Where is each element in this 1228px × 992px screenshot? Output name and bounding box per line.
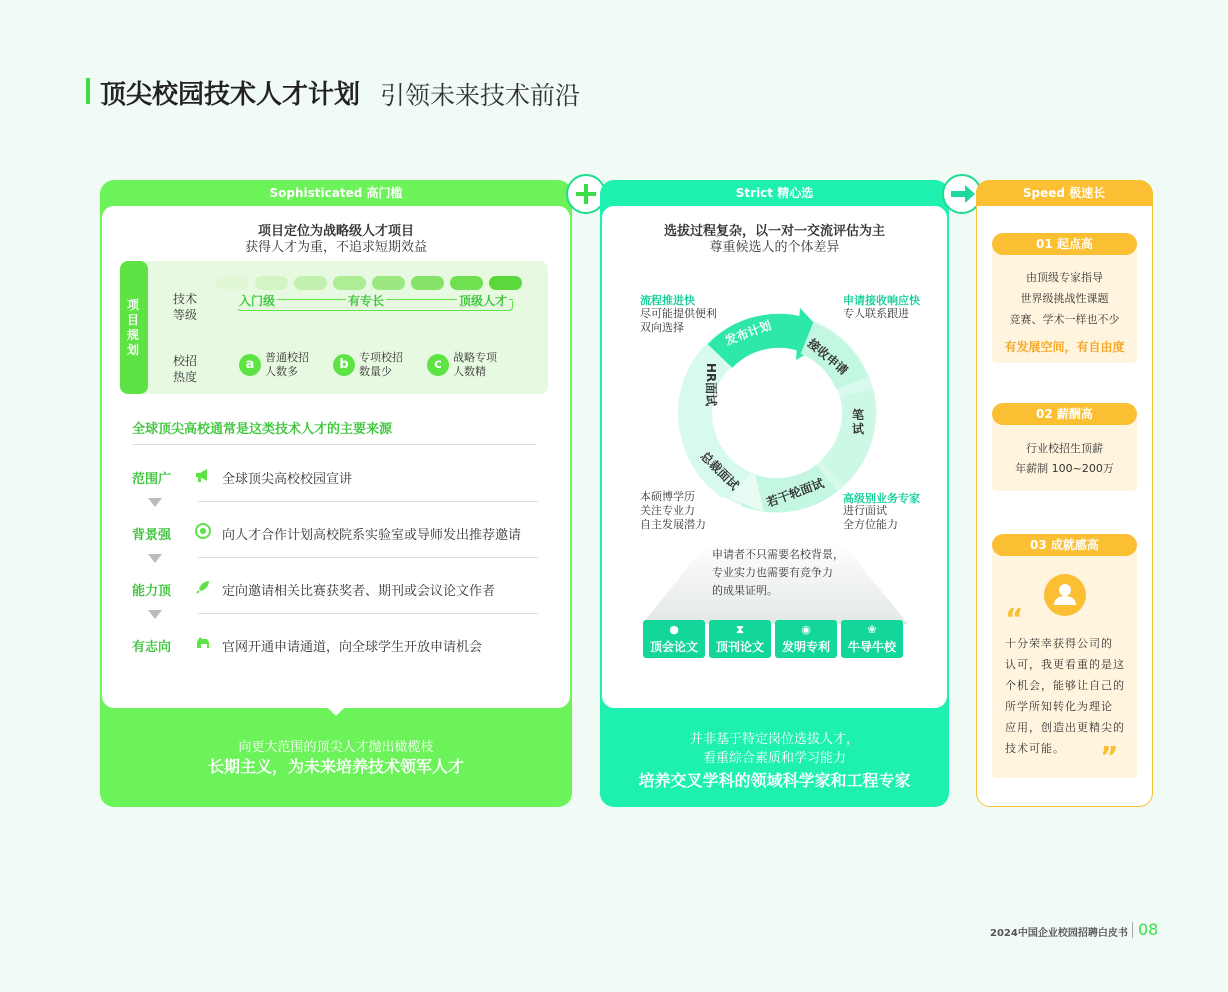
doc-footer-title: 2024中国企业校园招聘白皮书 bbox=[990, 928, 1128, 939]
footer-divider bbox=[1132, 922, 1133, 938]
quote-line: 技术可能。 bbox=[1005, 742, 1065, 755]
avatar bbox=[1044, 574, 1086, 616]
s1-line3: 竞赛、学术一样也不少 bbox=[1009, 313, 1120, 326]
quote-line: 应用，创造出更精尖的 bbox=[1005, 721, 1125, 734]
heat-c-text bbox=[453, 351, 497, 379]
tag-label: 顶会论文 bbox=[649, 640, 698, 654]
source-label: 能力顶 bbox=[132, 584, 172, 599]
source-text: 官网开通申请通道，向全球学生开放申请机会 bbox=[222, 640, 483, 655]
person-icon bbox=[1044, 574, 1086, 616]
mentor-icon: ❀ bbox=[867, 623, 877, 636]
heat-a-badge: a bbox=[239, 354, 261, 376]
heat-b-l2: 数量少 bbox=[359, 365, 392, 378]
strict-card bbox=[600, 180, 949, 807]
strict-footer-2: 看重综合素质和学习能力 bbox=[702, 751, 846, 766]
arrow-down-icon bbox=[148, 610, 162, 619]
s1-line1: 由顶级专家指导 bbox=[1026, 271, 1103, 284]
tag-journal-paper bbox=[709, 620, 771, 658]
br-line2: 全方位能力 bbox=[843, 518, 898, 531]
quote-line: 认可，我更看重的是这 bbox=[1005, 658, 1125, 671]
quote-line: 十分荣幸获得公司的 bbox=[1005, 637, 1113, 650]
pyramid-line1: 申请者不只需要名校背景， bbox=[712, 548, 844, 561]
arrow-down-icon bbox=[148, 498, 162, 507]
bulb-icon: ◉ bbox=[801, 623, 811, 636]
br-title: 高级别业务专家 bbox=[843, 492, 920, 505]
source-label: 范围广 bbox=[132, 472, 172, 487]
tag-label: 发明专利 bbox=[781, 640, 830, 654]
heat-b-l1: 专项校招 bbox=[359, 351, 403, 364]
tag-patent bbox=[775, 620, 837, 658]
heat-a-l2: 人数多 bbox=[265, 365, 298, 378]
strict-inner bbox=[602, 206, 947, 708]
heat-c-l2: 人数精 bbox=[453, 365, 486, 378]
page-subtitle: 引领未来技术前沿 bbox=[380, 81, 581, 110]
sophisticated-tab: Sophisticated 高门槛 bbox=[269, 186, 403, 200]
source-label: 背景强 bbox=[132, 528, 172, 543]
rocket-icon bbox=[194, 578, 212, 600]
heat-b-badge: b bbox=[333, 354, 355, 376]
heat-a-text bbox=[265, 351, 309, 379]
cycle-step-4: 若干轮面试 bbox=[764, 476, 826, 510]
source-label: 有志向 bbox=[132, 640, 172, 655]
heat-c-l1: 战略专项 bbox=[453, 351, 497, 364]
level-pill bbox=[450, 276, 483, 290]
level-pill bbox=[333, 276, 366, 290]
chat-icon: ● bbox=[669, 623, 679, 636]
bl-line3: 自主发展潜力 bbox=[640, 518, 706, 531]
source-text: 定向邀请相关比赛获奖者、期刊或会议论文作者 bbox=[222, 584, 496, 599]
level-entry: 入门级 bbox=[239, 294, 276, 308]
level-pill bbox=[411, 276, 444, 290]
speed-tab: Speed 极速长 bbox=[976, 180, 1152, 206]
megaphone-icon bbox=[194, 466, 212, 488]
speed-card bbox=[976, 180, 1153, 807]
strict-tab: Strict 精心选 bbox=[735, 186, 814, 200]
s1-line2: 世界级挑战性课题 bbox=[1020, 292, 1109, 305]
page-title: 顶尖校园技术人才计划 bbox=[100, 80, 361, 110]
s1-highlight: 有发展空间，有自由度 bbox=[1004, 340, 1125, 354]
source-title: 全球顶尖高校通常是这类技术人才的主要来源 bbox=[132, 422, 393, 437]
divider bbox=[198, 557, 538, 558]
strict-subline: 尊重候选人的个体差异 bbox=[709, 240, 840, 255]
bl-line2: 关注专业力 bbox=[640, 504, 695, 517]
level-pill bbox=[372, 276, 405, 290]
sophisticated-inner bbox=[102, 206, 570, 708]
source-text: 向人才合作计划高校院系实验室或导师发出推荐邀请 bbox=[222, 528, 522, 543]
cycle-step-2: 接收申请 bbox=[804, 336, 851, 378]
pyramid-line2: 专业实力也需要有竞争力 bbox=[712, 566, 833, 579]
bl-line1: 本硕博学历 bbox=[640, 490, 695, 503]
cycle-step-6: HR面试 bbox=[704, 362, 719, 407]
heat-a-l1: 普通校招 bbox=[265, 351, 309, 364]
level-pill bbox=[216, 276, 249, 290]
strict-footer-1: 并非基于特定岗位选拔人才， bbox=[689, 732, 859, 747]
strict-headline: 选拔过程复杂，以一对一交流评估为主 bbox=[663, 224, 885, 239]
hourglass-icon: ⧗ bbox=[736, 623, 744, 636]
quote-open-icon: “ bbox=[1005, 602, 1024, 635]
level-pill bbox=[255, 276, 288, 290]
level-pill bbox=[294, 276, 327, 290]
divider bbox=[132, 444, 536, 445]
sophisticated-footer-2: 长期主义，为未来培养技术领军人才 bbox=[207, 757, 464, 776]
tr-title: 申请接收响应快 bbox=[843, 294, 920, 307]
divider bbox=[198, 613, 538, 614]
heat-b-text bbox=[359, 351, 403, 379]
quote-line: 个机会，能够让自己的 bbox=[1005, 679, 1125, 692]
heat-label-b: 热度 bbox=[173, 370, 198, 384]
s2-line2: 年薪制 100~200万 bbox=[1015, 462, 1114, 475]
sophisticated-subline: 获得人才为重，不追求短期效益 bbox=[244, 240, 427, 255]
title-accent-bar bbox=[86, 78, 90, 104]
tl-line2: 双向选择 bbox=[640, 321, 684, 334]
tag-label: 顶刊论文 bbox=[715, 640, 764, 654]
target-icon bbox=[194, 522, 212, 544]
level-top: 顶级人才 bbox=[459, 294, 508, 308]
arrow-down-icon bbox=[148, 554, 162, 563]
tech-level-label-a: 技术 bbox=[173, 292, 198, 306]
level-pill bbox=[489, 276, 522, 290]
heat-label-a: 校招 bbox=[173, 354, 198, 368]
divider bbox=[198, 501, 538, 502]
tag-top-mentor bbox=[841, 620, 903, 658]
s2-line1: 行业校招生顶薪 bbox=[1026, 442, 1103, 455]
tl-title: 流程推进快 bbox=[640, 294, 695, 307]
pyramid-line3: 的成果证明。 bbox=[712, 584, 778, 597]
br-line1: 进行面试 bbox=[843, 504, 887, 517]
tr-line1: 专人联系跟进 bbox=[843, 307, 909, 320]
heat-c-badge: c bbox=[427, 354, 449, 376]
tech-level-pills bbox=[216, 276, 522, 290]
page-number: 08 bbox=[1138, 920, 1159, 939]
speed-tab-2: 02 薪酬高 bbox=[992, 403, 1137, 425]
speed-tab-1: 01 起点高 bbox=[992, 233, 1137, 255]
level-specialist: 有专长 bbox=[348, 294, 385, 308]
speed-tab-3: 03 成就感高 bbox=[992, 534, 1137, 556]
source-text: 全球顶尖高校校园宣讲 bbox=[222, 472, 353, 487]
tl-line1: 尽可能提供便利 bbox=[640, 307, 717, 320]
sophisticated-card bbox=[100, 180, 572, 807]
project-planning-label: 项目规划 bbox=[127, 298, 140, 357]
strict-footer-3: 培养交叉学科的领域科学家和工程专家 bbox=[638, 771, 911, 790]
sophisticated-footer-1: 向更大范围的顶尖人才抛出橄榄枝 bbox=[238, 740, 434, 755]
horse-icon bbox=[194, 634, 212, 656]
sophisticated-headline: 项目定位为战略级人才项目 bbox=[257, 224, 414, 239]
quote-line: 所学所知转化为理论 bbox=[1005, 700, 1113, 713]
pointer-arrow bbox=[328, 708, 344, 716]
tech-level-label-b: 等级 bbox=[173, 308, 198, 322]
cycle-step-1: 发布计划 bbox=[723, 318, 774, 348]
tag-label: 牛导牛校 bbox=[847, 640, 896, 654]
tag-conference-paper bbox=[643, 620, 705, 658]
cycle-step-5: 总裁面试 bbox=[697, 448, 742, 493]
cycle-step-3: 笔试 bbox=[852, 408, 865, 436]
quote-close-icon: ” bbox=[1100, 740, 1119, 773]
